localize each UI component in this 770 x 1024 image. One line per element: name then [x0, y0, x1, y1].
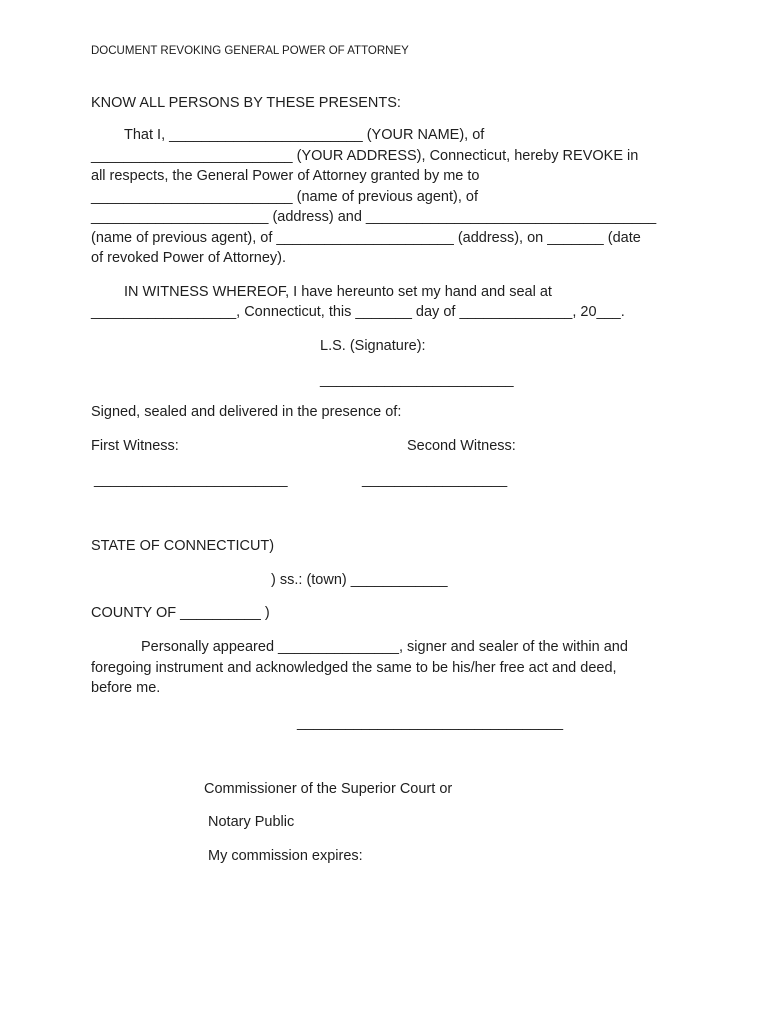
first-witness-line: ________________________ — [94, 472, 288, 488]
heading: KNOW ALL PERSONS BY THESE PRESENTS: — [91, 95, 401, 111]
witness-line-1: IN WITNESS WHEREOF, I have hereunto set my hand and seal at — [124, 284, 552, 300]
revocation-line-7: of revoked Power of Attorney). — [91, 250, 287, 266]
revocation-line-4: _________________________ (name of previous agent), of — [91, 189, 478, 205]
acknowledgment-line-2: foregoing instrument and acknowledged the same to be his/her free act and deed, — [91, 660, 617, 676]
revocation-line-1: That I, ________________________ (YOUR NAME), of — [124, 127, 485, 143]
revocation-line-6: (name of previous agent), of ______________________ (address), on _______ (date — [91, 230, 641, 246]
commission-expires-label: My commission expires: — [208, 848, 363, 864]
state-line: STATE OF CONNECTICUT) — [91, 538, 275, 554]
first-witness-label: First Witness: — [91, 438, 179, 454]
notary-public-label: Notary Public — [208, 814, 295, 830]
presence-text: Signed, sealed and delivered in the presence of: — [91, 404, 402, 420]
signature-line: ________________________ — [320, 372, 514, 388]
revocation-line-3: all respects, the General Power of Attorney granted by me to — [91, 168, 480, 184]
second-witness-line: __________________ — [362, 472, 508, 488]
county-line: COUNTY OF __________ ) — [91, 605, 270, 621]
acknowledgment-line-3: before me. — [91, 680, 161, 696]
witness-line-2: __________________, Connecticut, this _______ day of ______________, 20___. — [91, 304, 625, 320]
second-witness-label: Second Witness: — [407, 438, 516, 454]
town-line: ) ss.: (town) ____________ — [271, 572, 448, 588]
signature-label: L.S. (Signature): — [320, 338, 426, 354]
commissioner-label: Commissioner of the Superior Court or — [204, 781, 453, 797]
revocation-line-5: ______________________ (address) and ____________________________________ — [91, 209, 657, 225]
revocation-line-2: _________________________ (YOUR ADDRESS), Connecticut, hereby REVOKE in — [91, 148, 639, 164]
document-header: DOCUMENT REVOKING GENERAL POWER OF ATTORNEY — [91, 45, 409, 57]
notary-signature-line: _________________________________ — [297, 715, 564, 731]
acknowledgment-line-1: Personally appeared _______________, signer and sealer of the within and — [141, 639, 628, 655]
